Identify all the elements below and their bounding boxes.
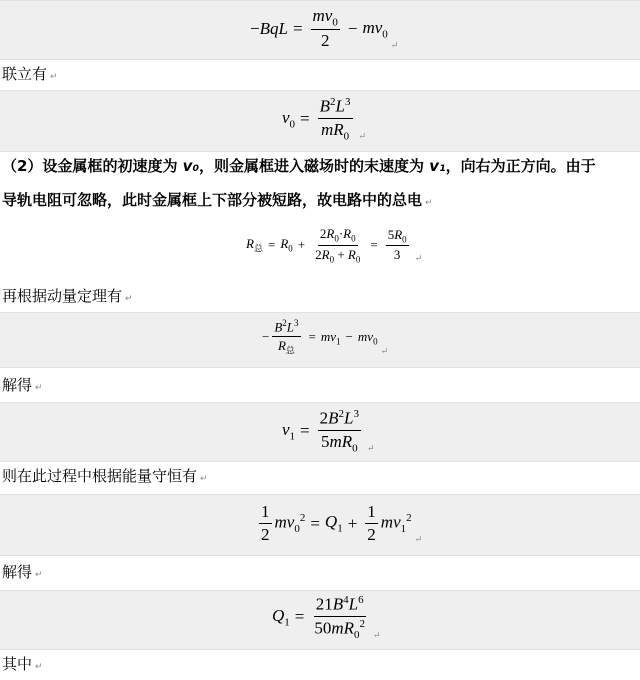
equation-5: $v_1$ = $\frac{2B^2L^3}{5mR_0}$ ↵ (282, 408, 375, 455)
text-jiede-1: 解得 ↵ (2, 376, 43, 394)
text-momentum-theorem: 再根据动量定理有 ↵ (2, 287, 133, 305)
text-part2-line2: 导轨电阻可忽略，此时金属框上下部分被短路，故电路中的总电 ↵ (2, 191, 433, 209)
text-part2-line1: （2）设金属框的初速度为 v₀，则金属框进入磁场时的末速度为 v₁，向右为正方向。由于 (2, 157, 596, 175)
equation-6: $\frac{1}{2}$ $mv_0^2$ = $Q_1$ + $\frac{1}{2}$ $mv_1^2$ ↵ (261, 502, 423, 544)
equation-4: − $\frac{B^2L^3}{R_总}$ = $mv_1$ − $mv_0$ ↵ (262, 318, 389, 356)
equation-3: $R_总$ = $R_0$ + $\frac{2R_0\cdot R_0}{2R_0 + R_0}$ = $\frac{5R_0}{3}$ ↵ (246, 226, 423, 265)
text-energy-conservation: 则在此过程中根据能量守恒有 ↵ (2, 467, 208, 485)
equation-7: $Q_1$ = $\frac{21B^4L^6}{50mR_0^2}$ ↵ (272, 594, 381, 641)
text-lianliyou: 联立有 ↵ (2, 65, 58, 83)
text-qizhong: 其中 ↵ (2, 655, 43, 673)
text-jiede-2: 解得 ↵ (2, 563, 43, 581)
equation-2: $v_0$ = $\frac{B^2L^3}{mR_0}$ ↵ (282, 96, 367, 143)
equation-1: −BqL = $\frac{mv_0}{2}$ − $mv_0$ ↵ (250, 6, 399, 51)
